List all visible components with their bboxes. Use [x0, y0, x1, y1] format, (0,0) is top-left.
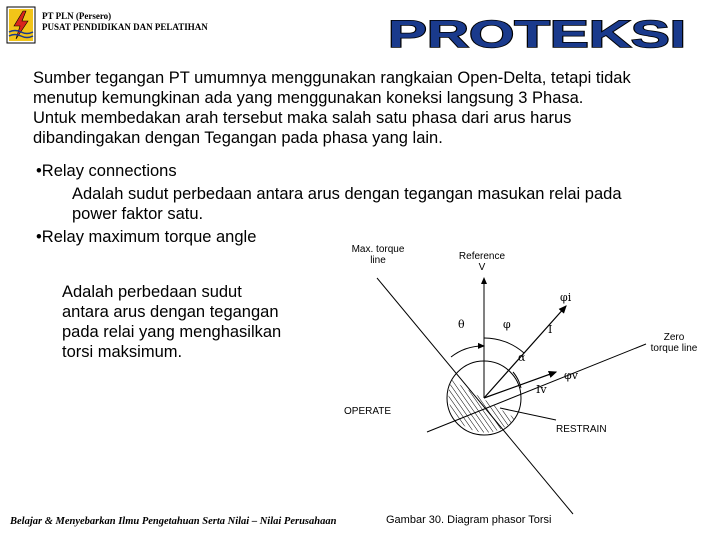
definition-line: antara arus dengan tegangan [62, 303, 279, 321]
alpha-symbol: α [518, 351, 526, 364]
current-i-symbol: I [548, 323, 553, 336]
restrain-label: RESTRAIN [556, 424, 607, 435]
max-torque-line [377, 278, 573, 514]
max-torque-label-line: Max. torque [351, 244, 405, 255]
intro-line: menutup kemungkinan ada yang menggunakan koneksi langsung 3 Phasa. [33, 89, 584, 107]
definition-line: torsi maksimum. [62, 343, 183, 361]
intro-line: Untuk membedakan arah tersebut maka salah satu phasa dari arus harus [33, 109, 572, 127]
definition-line: Adalah perbedaan sudut [62, 283, 242, 301]
reference-label [446, 251, 518, 273]
footer-motto: Belajar & Menyebarkan Ilmu Pengetahuan Serta Nilai – Nilai Perusahaan [10, 516, 337, 527]
brand-title-text: PROTEKSI [388, 14, 686, 54]
intro-line: dibandingakan dengan Tegangan pada phasa yang lain. [33, 129, 443, 147]
figure-caption: Gambar 30. Diagram phasor Torsi [386, 514, 552, 526]
phi-i-symbol: φi [560, 291, 572, 304]
zero-torque-label-line: torque line [650, 343, 698, 354]
max-torque-label [342, 244, 414, 266]
reference-v-label: V [478, 262, 486, 273]
definition-line: pada relai yang menghasilkan [62, 323, 282, 341]
bullet-max-torque-angle: •Relay maximum torque angle [36, 228, 257, 246]
theta-symbol: θ [458, 318, 465, 331]
description-line: power faktor satu. [72, 205, 204, 223]
reference-label-text: Reference [458, 251, 506, 262]
company-line-2: PUSAT PENDIDIKAN DAN PELATIHAN [42, 22, 208, 32]
max-torque-label-line: line [370, 255, 386, 266]
operate-label: OPERATE [344, 406, 392, 417]
description-line: Adalah sudut perbedaan antara arus dengan tegangan masukan relai pada [72, 185, 622, 203]
company-line-1: PT PLN (Persero) [42, 11, 112, 21]
intro-line: Sumber tegangan PT umumnya menggunakan rangkaian Open-Delta, tetapi tidak [33, 69, 631, 87]
phi-v-symbol: φv [564, 369, 578, 382]
iv-symbol: Iv [536, 383, 547, 396]
theta-arc [451, 346, 484, 357]
bullet-relay-connections: •Relay connections [36, 162, 177, 180]
zero-torque-label [634, 332, 714, 354]
phi-symbol: φ [503, 318, 511, 331]
zero-torque-label-line: Zero [663, 332, 685, 343]
